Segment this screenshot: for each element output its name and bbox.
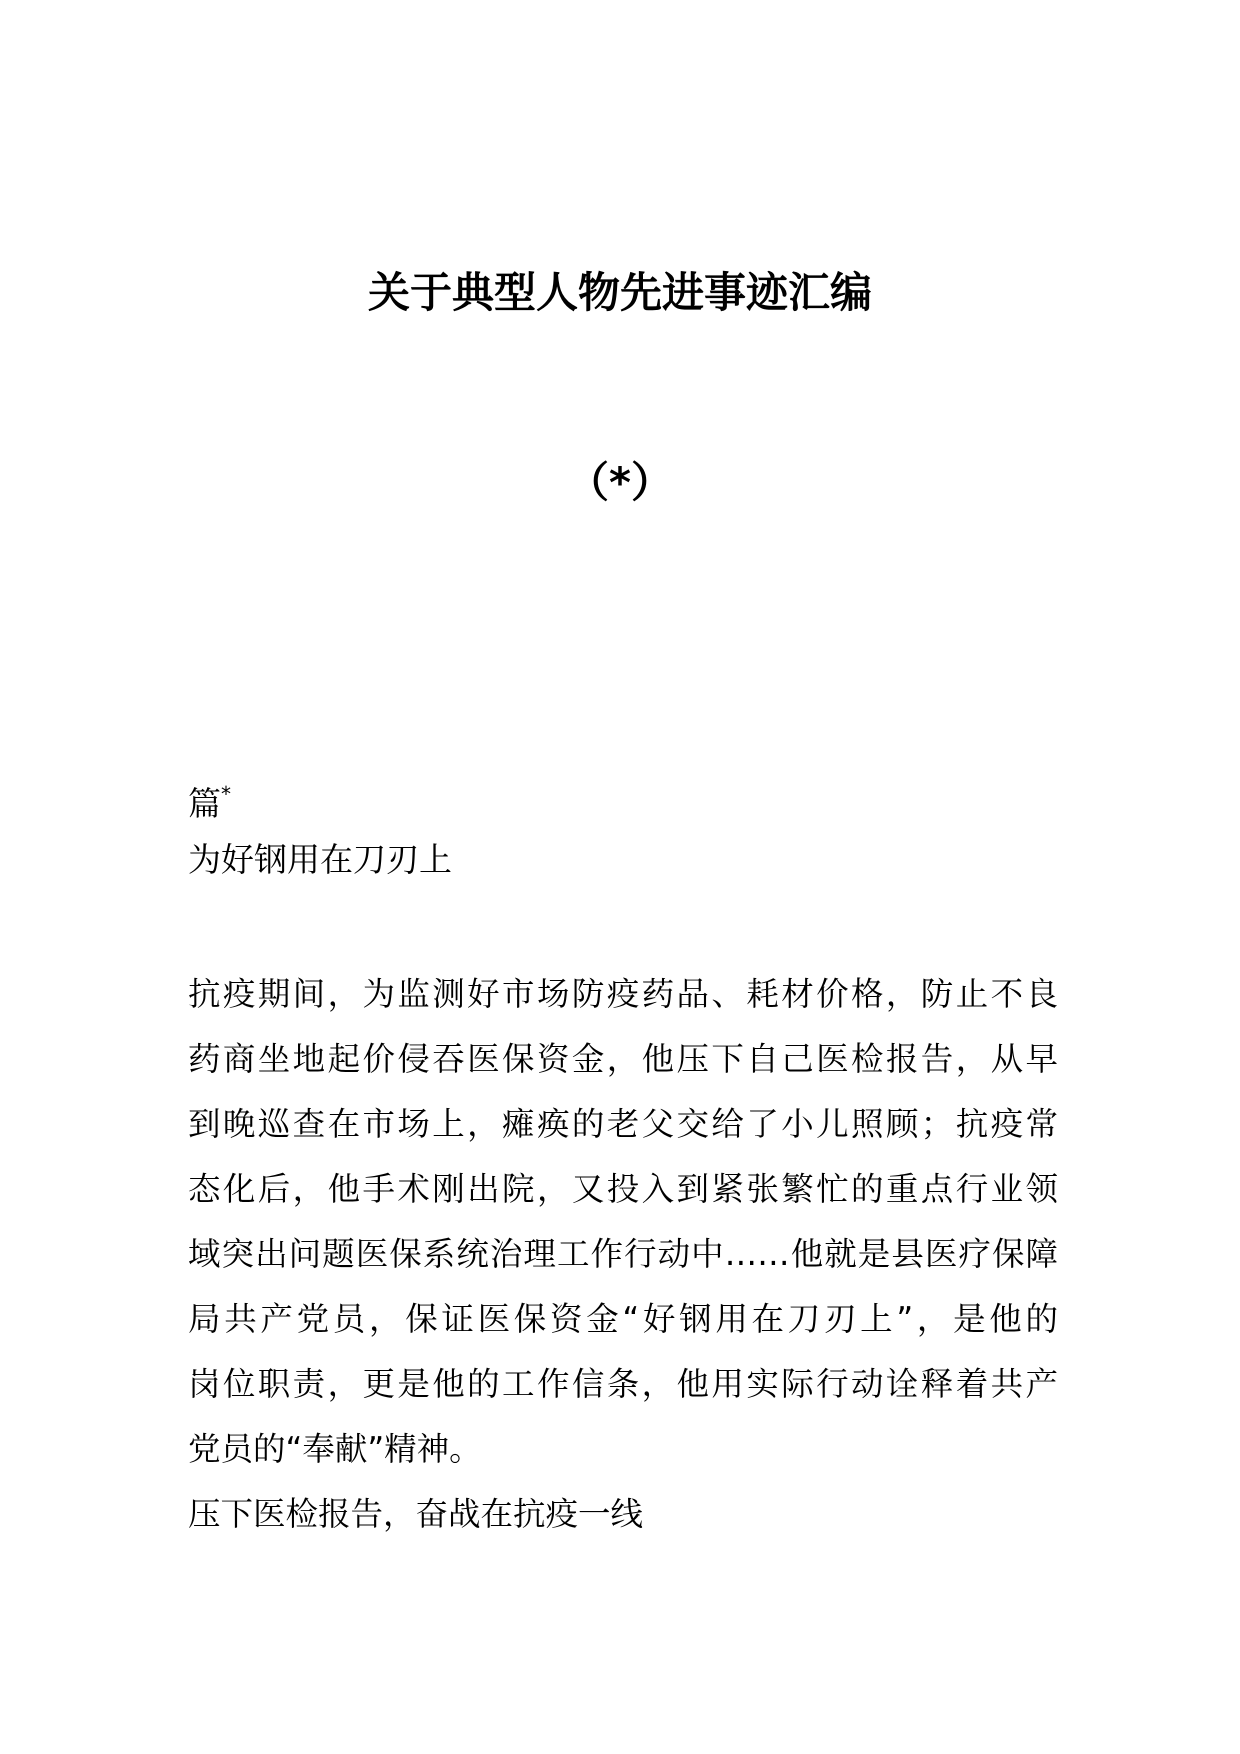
body-line: 态化后，他手术刚出院，又投入到紧张繁忙的重点行业领 [188, 1170, 1058, 1208]
body-paragraph [188, 962, 1058, 1547]
body-line: 局共产党员，保证医保资金“好钢用在刀刃上”，是他的 [188, 1300, 1058, 1338]
body-line: 域突出问题医保系统治理工作行动中……他就是县医疗保障 [188, 1235, 1058, 1273]
section-heading: 为好钢用在刀刃上 [188, 840, 452, 879]
subheading: 压下医检报告，奋战在抗疫一线 [188, 1495, 644, 1533]
section-label-text: 篇 [188, 784, 221, 823]
body-line: 岗位职责，更是他的工作信条，他用实际行动诠释着共产 [188, 1365, 1058, 1403]
body-line: 党员的“奉献”精神。 [188, 1430, 482, 1468]
document-subtitle: （*） [567, 458, 673, 507]
body-line: 药商坐地起价侵吞医保资金，他压下自己医检报告，从早 [188, 1040, 1058, 1078]
section-label [188, 772, 1058, 826]
section-marker: * [221, 782, 231, 806]
document-title: 关于典型人物先进事迹汇编 [367, 268, 872, 317]
body-line: 到晚巡查在市场上，瘫痪的老父交给了小儿照顾；抗疫常 [188, 1105, 1058, 1143]
body-line: 抗疫期间，为监测好市场防疫药品、耗材价格，防止不良 [188, 975, 1058, 1013]
